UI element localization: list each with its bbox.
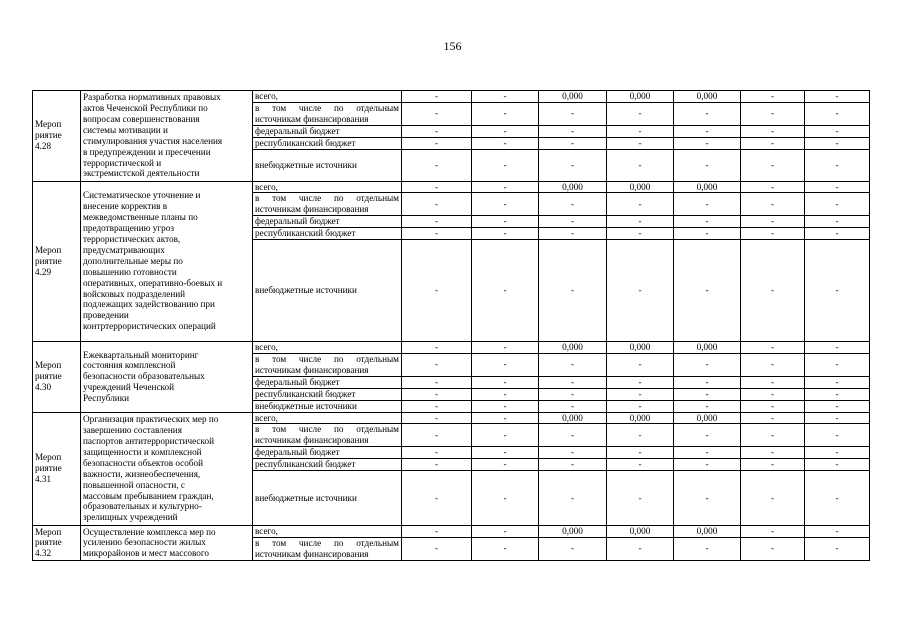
funding-source-federal: федеральный бюджет <box>253 216 402 228</box>
funding-source-federal: федеральный бюджет <box>253 125 402 137</box>
measure-description-line: контртеррористических операций <box>83 321 216 332</box>
measure-description-line: предусматривающих <box>83 244 165 255</box>
measure-description-line: завершению составления <box>83 425 182 436</box>
amount-cell: - <box>402 526 472 538</box>
financing-table <box>32 90 870 561</box>
amount-cell: - <box>805 471 870 526</box>
measure-description-line: повышенной опасности, с <box>83 479 185 490</box>
amount-cell: - <box>402 353 472 376</box>
amount-cell: - <box>539 388 607 400</box>
measure-description <box>81 412 253 526</box>
amount-cell: - <box>472 193 539 216</box>
amount-cell: - <box>805 240 870 342</box>
amount-cell: - <box>805 216 870 228</box>
amount-cell: - <box>539 228 607 240</box>
amount-cell: 0,000 <box>674 91 741 103</box>
amount-cell: 0,000 <box>539 181 607 193</box>
measure-code-line: Мероп <box>35 244 62 255</box>
amount-cell: - <box>472 342 539 354</box>
amount-cell: - <box>741 412 805 424</box>
amount-cell: - <box>539 537 607 560</box>
funding-source-incl-line: источникам финансирования <box>255 113 369 124</box>
amount-cell: - <box>607 400 674 412</box>
measure-code-line: Мероп <box>35 526 62 537</box>
measure-description-line: стимулирования участия населения <box>83 135 223 146</box>
amount-cell: - <box>741 216 805 228</box>
funding-source-total: всего, <box>253 412 402 424</box>
amount-cell: 0,000 <box>607 342 674 354</box>
measure-code-line: риятие <box>35 371 62 382</box>
amount-cell: - <box>805 537 870 560</box>
amount-cell: - <box>539 459 607 471</box>
amount-cell: 0,000 <box>674 342 741 354</box>
funding-source-incl-line: источникам финансирования <box>255 435 369 446</box>
amount-cell: 0,000 <box>607 526 674 538</box>
amount-cell: - <box>607 149 674 181</box>
funding-source-extra: внебюджетные источники <box>253 240 402 342</box>
amount-cell: - <box>607 388 674 400</box>
funding-source-extra: внебюджетные источники <box>253 400 402 412</box>
amount-cell: - <box>607 125 674 137</box>
amount-cell: - <box>607 353 674 376</box>
amount-cell: - <box>402 216 472 228</box>
measure-description-line: Систематическое уточнение и <box>83 190 201 201</box>
amount-cell: - <box>472 526 539 538</box>
measure-description-line: предотвращению угроз <box>83 223 174 234</box>
amount-cell: - <box>741 240 805 342</box>
amount-cell: - <box>805 228 870 240</box>
amount-cell: - <box>674 125 741 137</box>
table-row <box>33 342 870 354</box>
amount-cell: - <box>472 137 539 149</box>
amount-cell: - <box>539 216 607 228</box>
amount-cell: - <box>741 149 805 181</box>
funding-source-incl <box>253 537 402 560</box>
amount-cell: - <box>402 137 472 149</box>
measure-description-line: войсковых подразделений <box>83 288 186 299</box>
amount-cell: - <box>472 228 539 240</box>
amount-cell: - <box>741 376 805 388</box>
amount-cell: - <box>805 137 870 149</box>
funding-source-incl-line: в том числе по отдельным <box>255 193 399 204</box>
table-row <box>33 412 870 424</box>
measure-code-line: Мероп <box>35 360 62 371</box>
funding-source-incl-line: источникам финансирования <box>255 204 369 215</box>
amount-cell: - <box>402 181 472 193</box>
amount-cell: - <box>674 447 741 459</box>
amount-cell: - <box>472 240 539 342</box>
table-row <box>33 526 870 538</box>
amount-cell: 0,000 <box>674 412 741 424</box>
amount-cell: - <box>539 149 607 181</box>
measure-code-line: 4.29 <box>35 266 52 277</box>
measure-code <box>33 412 81 526</box>
measure-code-line: 4.30 <box>35 382 52 393</box>
measure-description-line: усилению безопасности жилых <box>83 537 206 548</box>
amount-cell: - <box>402 342 472 354</box>
amount-cell: - <box>674 240 741 342</box>
amount-cell: - <box>607 193 674 216</box>
funding-source-incl-line: в том числе по отдельным <box>255 537 399 548</box>
measure-description-line: паспортов антитеррористической <box>83 436 215 447</box>
amount-cell: - <box>805 193 870 216</box>
amount-cell: - <box>539 376 607 388</box>
measure-description-line: террористической и <box>83 157 162 168</box>
measure-description-line: состояния комплексной <box>83 360 176 371</box>
funding-source-incl <box>253 193 402 216</box>
funding-source-total: всего, <box>253 91 402 103</box>
measure-description-line: массовым пребыванием граждан, <box>83 490 214 501</box>
amount-cell: - <box>539 400 607 412</box>
amount-cell: 0,000 <box>674 181 741 193</box>
amount-cell: - <box>674 102 741 125</box>
amount-cell: - <box>741 181 805 193</box>
measure-code-line: риятие <box>35 463 62 474</box>
funding-source-incl-line: в том числе по отдельным <box>255 353 399 364</box>
amount-cell: - <box>607 424 674 447</box>
measure-code-line: риятие <box>35 255 62 266</box>
amount-cell: - <box>402 193 472 216</box>
measure-code-line: 4.28 <box>35 141 52 152</box>
amount-cell: - <box>607 240 674 342</box>
amount-cell: - <box>805 125 870 137</box>
amount-cell: - <box>402 537 472 560</box>
amount-cell: - <box>402 125 472 137</box>
measure-description-line: межведомственные планы по <box>83 212 198 223</box>
amount-cell: - <box>741 102 805 125</box>
funding-source-incl <box>253 424 402 447</box>
amount-cell: - <box>805 526 870 538</box>
amount-cell: - <box>607 471 674 526</box>
amount-cell: 0,000 <box>539 526 607 538</box>
amount-cell: - <box>741 459 805 471</box>
amount-cell: - <box>805 353 870 376</box>
amount-cell: - <box>674 353 741 376</box>
amount-cell: - <box>472 125 539 137</box>
amount-cell: - <box>805 388 870 400</box>
amount-cell: 0,000 <box>607 181 674 193</box>
measure-description-line: учреждений Чеченской <box>83 382 175 393</box>
measure-description-line: экстремистской деятельности <box>83 168 200 179</box>
measure-description-line: внесение корректив в <box>83 201 168 212</box>
amount-cell: - <box>805 400 870 412</box>
funding-source-incl <box>253 353 402 376</box>
measure-description-line: безопасности образовательных <box>83 371 205 382</box>
amount-cell: - <box>402 388 472 400</box>
amount-cell: - <box>741 193 805 216</box>
amount-cell: - <box>741 526 805 538</box>
amount-cell: - <box>402 149 472 181</box>
amount-cell: - <box>472 149 539 181</box>
measure-description-line: в предупреждении и пресечении <box>83 146 211 157</box>
amount-cell: - <box>805 447 870 459</box>
amount-cell: - <box>741 447 805 459</box>
amount-cell: 0,000 <box>607 91 674 103</box>
amount-cell: - <box>674 216 741 228</box>
measure-code-line: Мероп <box>35 119 62 130</box>
measure-description-line: оперативных, оперативно-боевых и <box>83 277 223 288</box>
funding-source-federal: федеральный бюджет <box>253 376 402 388</box>
amount-cell: - <box>472 388 539 400</box>
amount-cell: - <box>674 459 741 471</box>
measure-description-line: Республики <box>83 393 130 404</box>
amount-cell: - <box>805 376 870 388</box>
amount-cell: - <box>472 471 539 526</box>
funding-source-republic: республиканский бюджет <box>253 137 402 149</box>
amount-cell: - <box>402 228 472 240</box>
measure-description <box>81 91 253 182</box>
amount-cell: - <box>805 424 870 447</box>
amount-cell: - <box>741 400 805 412</box>
amount-cell: - <box>472 102 539 125</box>
amount-cell: - <box>402 459 472 471</box>
amount-cell: - <box>472 353 539 376</box>
measure-code-line: 4.32 <box>35 548 52 559</box>
amount-cell: - <box>741 353 805 376</box>
amount-cell: - <box>472 459 539 471</box>
amount-cell: - <box>741 471 805 526</box>
amount-cell: 0,000 <box>674 526 741 538</box>
table-row <box>33 91 870 103</box>
amount-cell: 0,000 <box>539 342 607 354</box>
amount-cell: - <box>539 353 607 376</box>
amount-cell: - <box>402 376 472 388</box>
measure-code-line: 4.31 <box>35 474 52 485</box>
amount-cell: - <box>472 537 539 560</box>
amount-cell: - <box>472 400 539 412</box>
amount-cell: - <box>805 412 870 424</box>
measure-code <box>33 526 81 561</box>
funding-source-republic: республиканский бюджет <box>253 388 402 400</box>
measure-description-line: Организация практических мер по <box>83 414 219 425</box>
amount-cell: - <box>472 424 539 447</box>
measure-description-line: Разработка нормативных правовых <box>83 92 221 103</box>
amount-cell: - <box>539 447 607 459</box>
amount-cell: - <box>674 228 741 240</box>
amount-cell: - <box>402 412 472 424</box>
measure-code <box>33 181 81 342</box>
amount-cell: - <box>741 388 805 400</box>
measure-description-line: Ежеквартальный мониторинг <box>83 349 199 360</box>
amount-cell: - <box>741 91 805 103</box>
financing-table-body <box>33 91 870 561</box>
measure-description-line: подлежащих задействованию при <box>83 299 215 310</box>
amount-cell: - <box>539 471 607 526</box>
funding-source-total: всего, <box>253 181 402 193</box>
amount-cell: - <box>674 424 741 447</box>
measure-description-line: защищенности и комплексной <box>83 446 202 457</box>
amount-cell: - <box>607 228 674 240</box>
amount-cell: - <box>741 537 805 560</box>
amount-cell: - <box>674 388 741 400</box>
measure-code-line: риятие <box>35 130 62 141</box>
funding-source-incl-line: источникам финансирования <box>255 548 369 559</box>
measure-description-line: зрелищных учреждений <box>83 512 178 523</box>
amount-cell: - <box>805 342 870 354</box>
amount-cell: 0,000 <box>539 91 607 103</box>
measure-code-line: риятие <box>35 537 62 548</box>
amount-cell: - <box>805 102 870 125</box>
amount-cell: - <box>607 376 674 388</box>
measure-description <box>81 526 253 561</box>
amount-cell: - <box>741 137 805 149</box>
amount-cell: - <box>402 424 472 447</box>
measure-description <box>81 181 253 342</box>
amount-cell: - <box>805 459 870 471</box>
amount-cell: - <box>674 193 741 216</box>
amount-cell: - <box>805 181 870 193</box>
amount-cell: - <box>805 91 870 103</box>
measure-description-line: проведении <box>83 310 129 321</box>
measure-description-line: безопасности объектов особой <box>83 457 204 468</box>
amount-cell: - <box>472 447 539 459</box>
amount-cell: - <box>472 216 539 228</box>
page-number: 156 <box>443 39 462 53</box>
amount-cell: - <box>674 400 741 412</box>
amount-cell: - <box>472 181 539 193</box>
funding-source-federal: федеральный бюджет <box>253 447 402 459</box>
measure-description-line: Осуществление комплекса мер по <box>83 526 216 537</box>
measure-code <box>33 342 81 412</box>
amount-cell: - <box>674 376 741 388</box>
amount-cell: - <box>402 102 472 125</box>
amount-cell: - <box>607 459 674 471</box>
amount-cell: - <box>472 412 539 424</box>
amount-cell: - <box>674 471 741 526</box>
funding-source-incl-line: в том числе по отдельным <box>255 424 399 435</box>
amount-cell: 0,000 <box>607 412 674 424</box>
amount-cell: - <box>402 91 472 103</box>
amount-cell: - <box>607 216 674 228</box>
amount-cell: - <box>607 102 674 125</box>
measure-description-line: повышению готовности <box>83 266 177 277</box>
amount-cell: 0,000 <box>539 412 607 424</box>
amount-cell: - <box>402 240 472 342</box>
measure-description-line: микрорайонов и мест массового <box>83 548 210 559</box>
funding-source-incl-line: источникам финансирования <box>255 364 369 375</box>
amount-cell: - <box>539 240 607 342</box>
measure-code <box>33 91 81 182</box>
funding-source-total: всего, <box>253 526 402 538</box>
amount-cell: - <box>402 471 472 526</box>
amount-cell: - <box>741 125 805 137</box>
amount-cell: - <box>539 102 607 125</box>
measure-code-line: Мероп <box>35 452 62 463</box>
amount-cell: - <box>741 424 805 447</box>
amount-cell: - <box>607 537 674 560</box>
funding-source-incl <box>253 102 402 125</box>
amount-cell: - <box>402 400 472 412</box>
amount-cell: - <box>805 149 870 181</box>
funding-source-republic: республиканский бюджет <box>253 228 402 240</box>
measure-description-line: системы мотивации и <box>83 124 168 135</box>
amount-cell: - <box>741 228 805 240</box>
measure-description-line: вопросам совершенствования <box>83 113 200 124</box>
amount-cell: - <box>674 137 741 149</box>
funding-source-extra: внебюджетные источники <box>253 149 402 181</box>
measure-description-line: дополнительные меры по <box>83 255 183 266</box>
amount-cell: - <box>539 424 607 447</box>
measure-description-line: образовательных и культурно- <box>83 501 202 512</box>
amount-cell: - <box>472 376 539 388</box>
funding-source-total: всего, <box>253 342 402 354</box>
amount-cell: - <box>607 447 674 459</box>
amount-cell: - <box>741 342 805 354</box>
funding-source-incl-line: в том числе по отдельным <box>255 102 399 113</box>
measure-description-line: террористических актов, <box>83 234 181 245</box>
funding-source-extra: внебюджетные источники <box>253 471 402 526</box>
measure-description <box>81 342 253 412</box>
amount-cell: - <box>674 149 741 181</box>
measure-description-line: актов Чеченской Республики по <box>83 103 208 114</box>
amount-cell: - <box>539 137 607 149</box>
amount-cell: - <box>607 137 674 149</box>
funding-source-republic: республиканский бюджет <box>253 459 402 471</box>
amount-cell: - <box>472 91 539 103</box>
amount-cell: - <box>674 537 741 560</box>
amount-cell: - <box>539 193 607 216</box>
table-row <box>33 181 870 193</box>
amount-cell: - <box>539 125 607 137</box>
measure-description-line: важности, жизнеобеспечения, <box>83 468 201 479</box>
amount-cell: - <box>402 447 472 459</box>
